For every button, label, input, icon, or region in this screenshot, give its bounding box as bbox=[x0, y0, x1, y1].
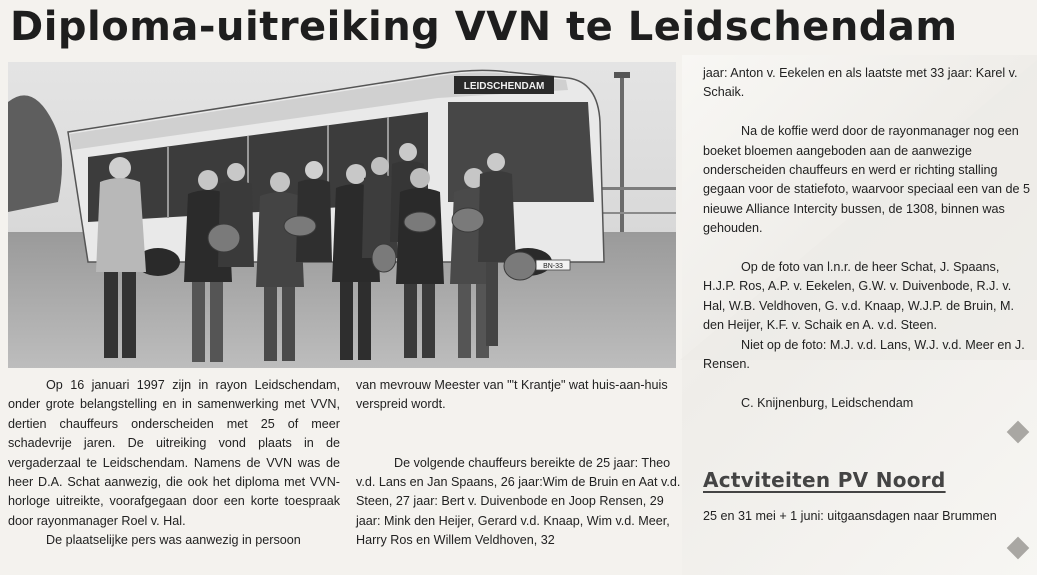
article-author: C. Knijnenburg, Leidschendam bbox=[741, 395, 914, 410]
section-title: Actviteiten PV Noord bbox=[703, 468, 946, 492]
section-text: 25 en 31 mei + 1 juni: uitgaansdagen naar Brummen bbox=[703, 509, 997, 523]
photo-caption: Op de foto van l.n.r. de heer Schat, J. Spaans, H.J.P. Ros, A.P. v. Eekelen, G.W. v. Duivenbode, R.J. v. Hal, W.B. Veldhoven, G. v.d. Knaap, W.J.P. de Bruin, M. den Heijer, K.F. v. Schaik en A. v.d. Steen. bbox=[703, 260, 1015, 333]
article-paragraph: van mevrouw Meester van "'t Krantje" wat huis-aan-huis verspreid wordt. bbox=[356, 378, 668, 412]
article-paragraph: jaar: Anton v. Eekelen en als laatste met 33 jaar: Karel v. Schaik. bbox=[703, 66, 1018, 100]
headline: Diploma-uitreiking VVN te Leidschendam bbox=[10, 4, 958, 50]
article-paragraph: De volgende chauffeurs bereikte de 25 jaar: Theo v.d. Lans en Jan Spaans, 26 jaar:Wim de Bruin en Aat v.d. Steen, 27 jaar: Bert v. Duivenbode en Joop Rensen, 29 jaar: Mink den Heijer, Gerard v.d. Knaap, Wim v.d. Meer, Harry Ros en Willem Veldhoven, 32 bbox=[356, 455, 681, 548]
article-column-1 bbox=[8, 376, 340, 551]
bus-plate: BN-33 bbox=[543, 263, 563, 270]
group-photo bbox=[8, 62, 676, 368]
article-paragraph: Na de koffie werd door de rayonmanager nog een boeket bloemen aangeboden aan de aanwezige onderscheiden chauffeurs en werd er richting stalling gegaan voor de statiefoto, waarvoor speciaal een van de 5 nieuwe Alliance Intercity bussen, de 1308, binnen was gehouden. bbox=[703, 124, 1030, 236]
article-paragraph: Op 16 januari 1997 zijn in rayon Leidschendam, onder grote belangstelling en in samenwerking met VVN, dertien chauffeurs onderscheiden met 25 of meer schadevrije jaren. De uitreiking vond plaats in de vergaderzaal te Leidschendam. Namens de VVN was de heer D.A. Schat aanwezig, die ook het diploma met VVN-horloge uitreikte, voorafgegaan door een korte toespraak door rayonmanager Roel v. Hal. bbox=[8, 378, 340, 528]
article-paragraph: De plaatselijke pers was aanwezig in persoon bbox=[46, 533, 301, 548]
bus-destination-sign: LEIDSCHENDAM bbox=[463, 81, 545, 92]
photo-illustration bbox=[8, 62, 676, 368]
article-column-3 bbox=[703, 64, 1033, 413]
article-column-2 bbox=[356, 376, 682, 551]
photo-caption-missing: Niet op de foto: M.J. v.d. Lans, W.J. v.d. Meer en J. Rensen. bbox=[703, 337, 1025, 372]
